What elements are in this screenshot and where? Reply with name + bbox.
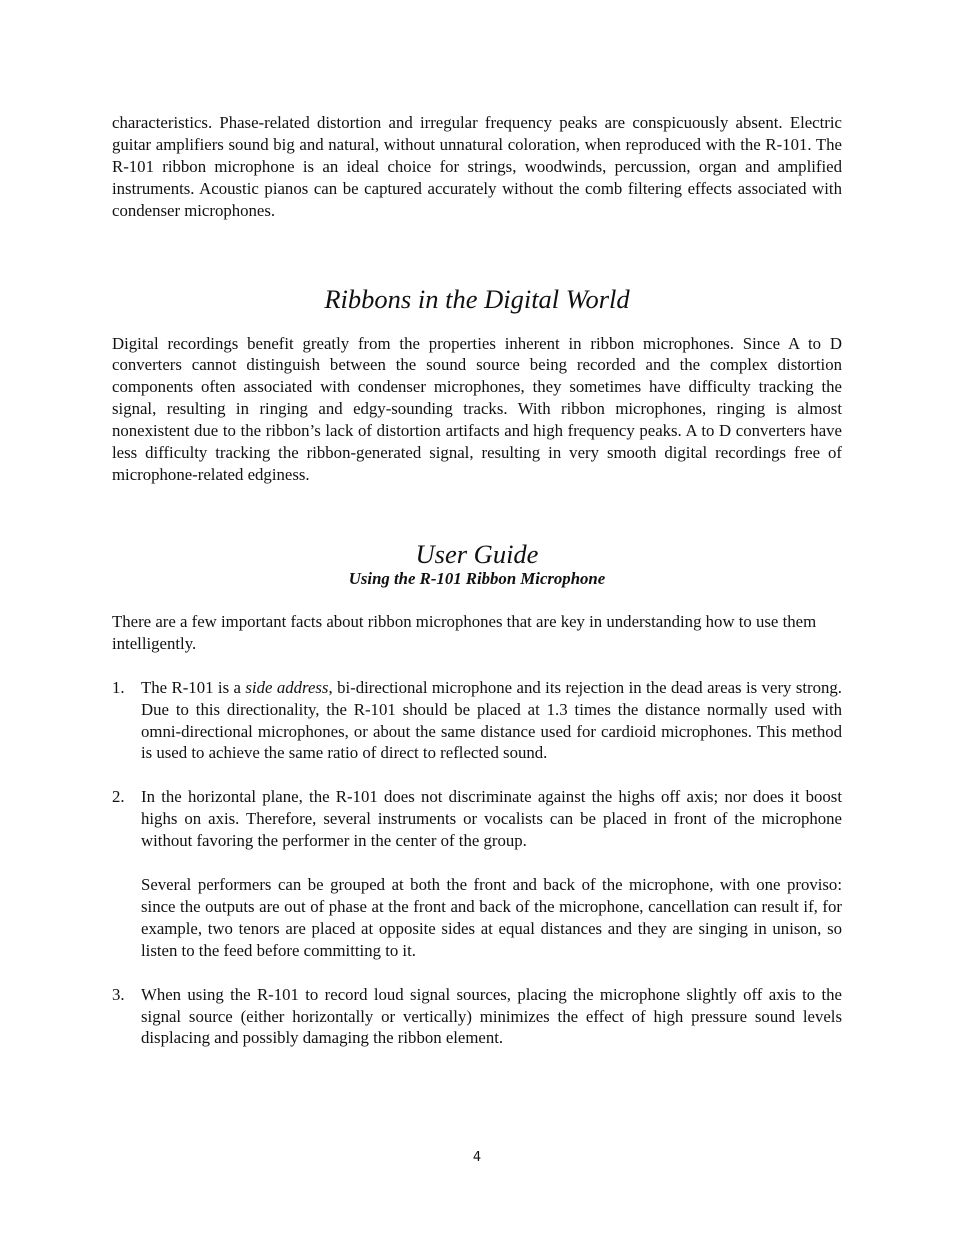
digital-world-paragraph: Digital recordings benefit greatly from the properties inherent in ribbon microphones. Since A to D converters cannot distinguish between the sound source being recorded and the complex distortion components often associated with condenser microphones, they sometimes have difficulty tracking the signal, resulting in ringing and edgy-sounding tracks. With ribbon microphones, ringing is almost nonexistent due to the ribbon’s lack of distortion artifacts and high frequency peaks. A to D converters have less difficulty tracking the ribbon-generated signal, resulting in very smooth digital recordings free of microphone-related edginess. xyxy=(112,333,842,484)
section-subtitle-user-guide: Using the R-101 Ribbon Microphone xyxy=(348,568,606,588)
section-title-digital-world: Ribbons in the Digital World xyxy=(324,283,630,314)
list-item-2 xyxy=(112,786,842,961)
list-number: 3. xyxy=(112,984,125,1004)
spacer xyxy=(112,962,842,984)
list-number: 1. xyxy=(112,677,125,697)
list-item-text-continued: Several performers can be grouped at both the front and back of the microphone, with one proviso: since the outputs are out of phase at the front and back of the microphone, cancellation can result if, for example, two tenors are placed at opposite sides at equal distances and they are singing in unison, so listen to the feed before committing to it. xyxy=(141,875,842,960)
section-title-user-guide: User Guide xyxy=(415,538,539,569)
list-item-3 xyxy=(112,984,842,1050)
italic-term: side address xyxy=(245,677,329,697)
page-number: 4 xyxy=(472,1150,482,1165)
list-item-1 xyxy=(112,677,842,765)
list-item-text xyxy=(141,677,842,765)
text-segment: The R-101 is a xyxy=(141,677,246,697)
intro-paragraph: characteristics. Phase-related distortion and irregular frequency peaks are conspicuously absent. Electric guitar amplifiers sound big and natural, without unnatural coloration, when reproduced with the R-101. The R-101 ribbon microphone is an ideal choice for strings, woodwinds, percussion, organ and amplified instruments. Acoustic pianos can be captured accurately without the comb filtering effects associated with condenser microphones. xyxy=(112,113,842,220)
text-segment: , bi-directional microphone and its rejection in the dead areas is very strong. Due to this directionality, the R-101 should be placed at 1.3 times the distance normally used with omni-directional microphones, or about the same distance used for cardioid microphones. This method is used to achieve the same ratio of direct to reflected sound. xyxy=(141,677,843,763)
document-page xyxy=(112,112,842,1049)
list-item-text: When using the R-101 to record loud signal sources, placing the microphone slightly off axis to the signal source (either horizontally or vertically) minimizes the effect of high pressure sound levels displacing and possibly damaging the ribbon element. xyxy=(141,984,842,1048)
spacer xyxy=(112,764,842,786)
list-item-text: In the horizontal plane, the R-101 does not discriminate against the highs off axis; nor does it boost highs on axis. Therefore, several instruments or vocalists can be placed in front of the microphone without favoring the performer in the center of the group. xyxy=(141,787,842,851)
guide-list xyxy=(112,677,842,1050)
user-guide-intro: There are a few important facts about ribbon microphones that are key in understanding how to use them intelligently. xyxy=(112,611,817,653)
list-number: 2. xyxy=(112,787,125,807)
